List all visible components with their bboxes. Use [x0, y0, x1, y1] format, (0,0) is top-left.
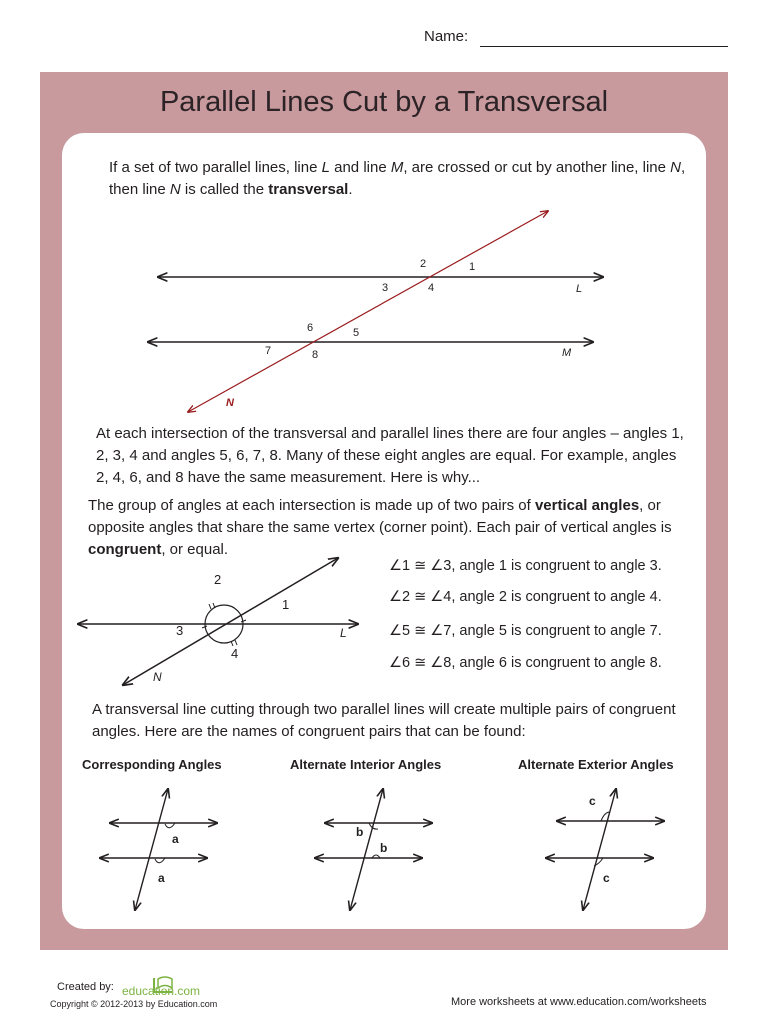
- tick-mark: [209, 604, 211, 609]
- line-label-n2: N: [153, 670, 162, 684]
- congruent-pairs-paragraph: A transversal line cutting through two parallel lines will create multiple pairs of congruent angles. Here are the names of congruent pairs that can be found:: [92, 701, 676, 740]
- congruence-statement-3: ∠5 ≅ ∠7, angle 5 is congruent to angle 7.: [389, 623, 662, 639]
- angle-label-2b: 2: [214, 572, 222, 587]
- transversal-line: [135, 789, 168, 910]
- angle-label-6: 6: [307, 322, 314, 334]
- line-label-l: L: [576, 283, 583, 295]
- created-by-label: Created by:: [57, 981, 114, 993]
- intro-paragraph: If a set of two parallel lines, line L and line M, are crossed or cut by another line, line N, then line N is called the transversal.: [109, 159, 686, 198]
- corresponding-angles-heading: Corresponding Angles: [82, 757, 222, 772]
- angle-label-a1: a: [172, 832, 179, 846]
- angle-label-c1: c: [589, 794, 596, 808]
- angle-label-7: 7: [265, 345, 272, 357]
- alternate-interior-angles-heading: Alternate Interior Angles: [290, 757, 442, 772]
- angle-label-c2: c: [603, 871, 610, 885]
- angle-label-4: 4: [428, 282, 435, 294]
- angle-arc-a2: [155, 858, 165, 863]
- name-label: Name:: [424, 28, 469, 45]
- more-worksheets-link[interactable]: More worksheets at www.education.com/worksheets: [451, 996, 707, 1008]
- corresponding-angles-diagram: [100, 789, 217, 910]
- congruence-statement-1: ∠1 ≅ ∠3, angle 1 is congruent to angle 3.: [389, 558, 662, 574]
- angle-label-8: 8: [312, 349, 319, 361]
- transversal-line: [350, 789, 383, 910]
- vertical-angles-diagram: [78, 558, 358, 685]
- angle-label-3b: 3: [176, 623, 184, 638]
- angle-arc-a1: [165, 823, 175, 828]
- angles-explanation-paragraph: At each intersection of the transversal and parallel lines there are four angles – angles 1, 2, 3, 4 and angles 5, 6, 7, 8. Many of these eight angles are equal. For example, angles 2, 4, 6, and 8 have the same measurement. Here is why...: [96, 425, 684, 486]
- tick-mark: [241, 620, 246, 622]
- angle-label-5: 5: [353, 327, 360, 339]
- tick-mark: [235, 640, 237, 645]
- copyright-text: Copyright © 2012-2013 by Education.com: [50, 999, 218, 1009]
- tick-mark: [202, 626, 207, 628]
- vertical-angles-paragraph: The group of angles at each intersection is made up of two pairs of vertical angles, or opposite angles that share the same vertex (corner point). Each pair of vertical angles is congruent, or equal.: [88, 497, 672, 558]
- angle-label-b2: b: [380, 841, 388, 855]
- education-logo-text[interactable]: education.com: [122, 984, 201, 998]
- congruence-statement-2: ∠2 ≅ ∠4, angle 2 is congruent to angle 4.: [389, 589, 662, 605]
- alternate-interior-angles-diagram: [315, 789, 432, 910]
- angle-label-a2: a: [158, 871, 165, 885]
- worksheet-title: Parallel Lines Cut by a Transversal: [159, 86, 609, 118]
- angle-label-1b: 1: [282, 597, 290, 612]
- line-label-l2: L: [340, 626, 347, 640]
- transversal-n-2: [123, 558, 338, 685]
- transversal-n: [188, 211, 548, 412]
- congruence-statement-4: ∠6 ≅ ∠8, angle 6 is congruent to angle 8.: [389, 655, 662, 671]
- transversal-line: [583, 789, 616, 910]
- angle-label-b1: b: [356, 825, 364, 839]
- angle-label-2: 2: [420, 258, 427, 270]
- line-label-n: N: [226, 397, 234, 409]
- line-label-m: M: [562, 347, 572, 359]
- angle-label-4b: 4: [231, 646, 239, 661]
- angle-label-3: 3: [382, 282, 389, 294]
- alternate-exterior-angles-diagram: [546, 789, 664, 910]
- alternate-exterior-angles-heading: Alternate Exterior Angles: [518, 757, 674, 772]
- angle-label-1: 1: [469, 261, 476, 273]
